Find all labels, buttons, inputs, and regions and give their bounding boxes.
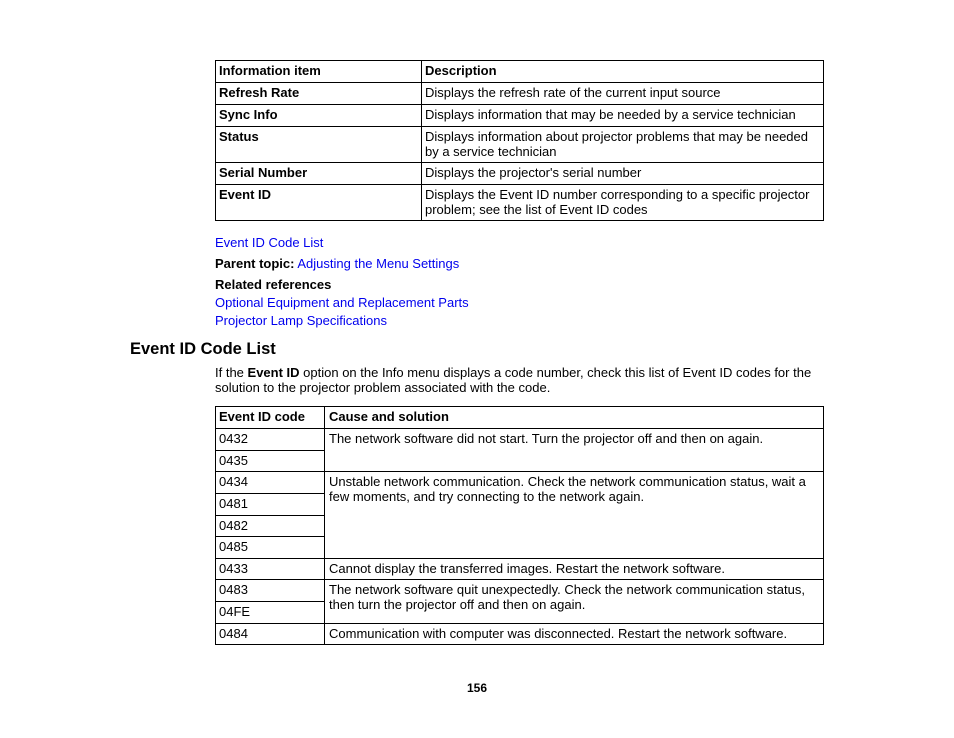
column-header: Cause and solution [325,407,824,429]
event-code: 0484 [216,624,325,645]
parent-topic-link[interactable]: Adjusting the Menu Settings [297,256,460,271]
cause-solution: Cannot display the transferred images. Restart the network software. [325,559,824,580]
item-description: Displays the projector's serial number [422,163,824,185]
event-code: 0433 [216,559,325,580]
cause-solution: The network software did not start. Turn the projector off and then on again. [325,429,824,472]
table-row [216,624,824,645]
table-row [216,429,824,451]
item-description: Displays the refresh rate of the current input source [422,83,824,105]
event-id-table [215,406,824,645]
item-name: Refresh Rate [216,83,422,105]
item-name: Status [216,127,422,163]
table-header-row [216,61,824,83]
info-items-table [215,60,824,221]
table-row [216,83,824,105]
table-row [216,185,824,221]
item-description: Displays information about projector problems that may be needed by a service technician [422,127,824,163]
item-description: Displays information that may be needed by a service technician [422,105,824,127]
item-name: Sync Info [216,105,422,127]
cause-solution: The network software quit unexpectedly. Check the network communication status, then turn the projector off and then on again. [325,580,824,624]
related-link-lamp-specifications[interactable]: Projector Lamp Specifications [215,313,387,328]
event-code: 0483 [216,580,325,602]
column-header: Event ID code [216,407,325,429]
event-code: 0482 [216,516,325,537]
page-number: 156 [466,681,488,695]
intro-bold: Event ID [247,365,300,380]
section-title: Event ID Code List [130,340,276,358]
table-row [216,163,824,185]
cause-solution: Communication with computer was disconnected. Restart the network software. [325,624,824,645]
item-description: Displays the Event ID number corresponding to a specific projector problem; see the list of Event ID codes [422,185,824,221]
section-intro [215,366,825,395]
intro-text: If the [215,365,248,380]
table-row [216,472,824,494]
column-header: Description [422,61,824,83]
column-header: Information item [216,61,422,83]
item-name: Event ID [216,185,422,221]
cause-solution: Unstable network communication. Check the network communication status, wait a few moments, and try connecting to the network again. [325,472,824,559]
event-code: 0485 [216,537,325,559]
related-link-optional-equipment[interactable]: Optional Equipment and Replacement Parts [215,295,469,310]
event-code: 0435 [216,451,325,472]
table-row [216,127,824,163]
event-code: 04FE [216,602,325,624]
intro-text: option on the Info menu displays a code number, check this list of Event ID codes for the solution to the projector problem associated with the code. [215,365,812,395]
item-name: Serial Number [216,163,422,185]
table-row [216,559,824,580]
table-header-row [216,407,824,429]
table-row [216,580,824,602]
event-code: 0481 [216,494,325,516]
parent-topic [215,256,459,271]
event-code: 0432 [216,429,325,451]
event-code: 0434 [216,472,325,494]
related-references-heading: Related references [215,277,332,292]
parent-topic-label: Parent topic: [215,256,295,271]
event-id-code-list-link[interactable]: Event ID Code List [215,235,324,250]
table-row [216,105,824,127]
